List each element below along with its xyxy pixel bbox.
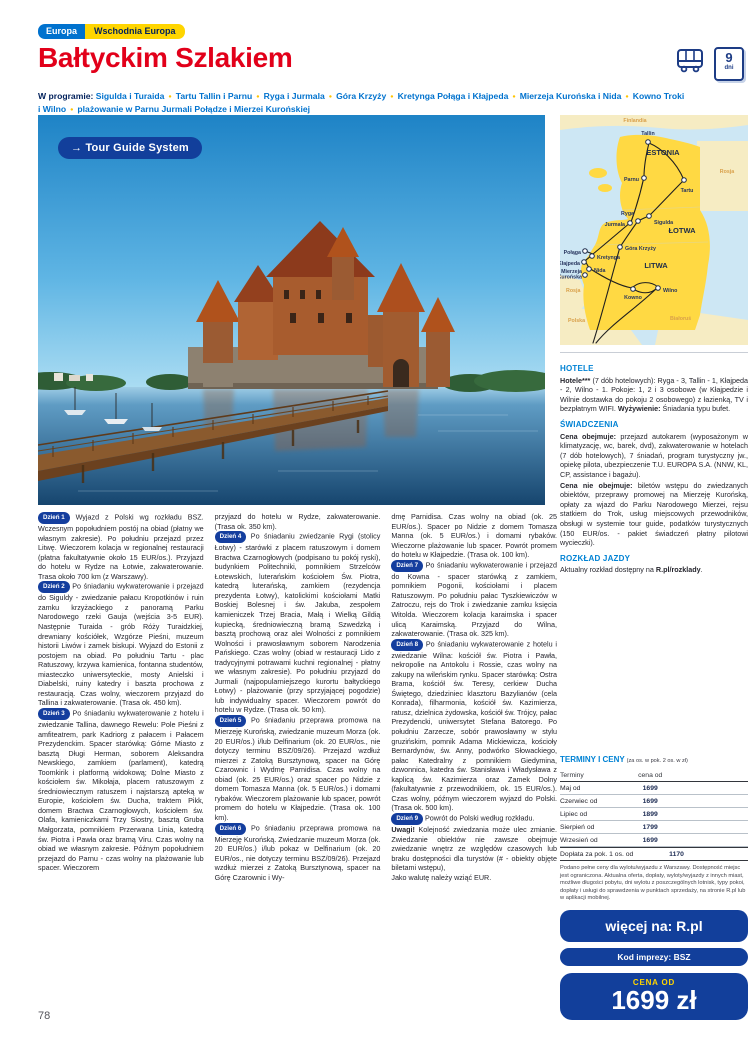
pricing-value: 1699: [642, 836, 658, 844]
trip-code-badge[interactable]: Kod imprezy: BSZ: [560, 948, 748, 966]
map-neighbor-label: Rosja: [566, 288, 581, 294]
bullet-separator: ●: [70, 106, 74, 113]
itinerary-paragraph: Dzień 6 Po śniadaniu przeprawa promowa na Mierzeję Kurońską. Zwiedzanie muzeum Morza (ok. 20 EUR/os.) i/lub pokaz w Delfinarium (ok. 20 EUR/os., nie dotyczy terminu BSZ/09/26). Przejazd wzdłuż mierzei z Zatoką Bursztynową, spacer na Górę Czarownic i Wy-: [214, 823, 381, 882]
itinerary-columns: [38, 512, 557, 882]
map-city-label: Jurmala: [604, 222, 625, 228]
program-item: plażowanie w Parnu Jurmali Połądze i Mierzei Kurońskiej: [77, 104, 310, 114]
day-badge: Dzień 6: [215, 823, 247, 835]
bullet-separator: ●: [256, 93, 260, 100]
pricing-footnote: Podano pełne ceny dla wylotu/wyjazdu z Warszawy. Dostępność miejsc jest ograniczona. Aktualna oferta, dopłaty, wyloty/wyjazdy z innych miast, możliwe długości pobytu, dni wylotu z poszczególnych lotnisk, typy pokoi, dopłaty i usługi do sprawdzenia w punktach sprzedaży, na stronie R.pl lub w aplikacji mobilnej.: [560, 865, 746, 902]
map-city-marker: [587, 267, 592, 272]
itinerary-paragraph: dmę Parnidisa. Czas wolny na obiad (ok. 25 EUR/os.). Spacer po Nidzie z domem Tomasza Manna (ok. 5 EUR/os.) i domami rybaków. Wieczorne plażowanie lub spacer. Powrót promem do hotelu w Kłajpedzie. (Trasa ok. 100 km).: [391, 512, 558, 560]
map-neighbor-label: Polska: [568, 318, 586, 324]
itinerary-paragraph: Dzień 1 Wyjazd z Polski wg rozkładu BSZ. Wczesnym popołudniem postój na obiad (płatny we własnym zakresie). Po południu przejazd przez Litwę. Wieczorem kolacja w regionalnej restauracji (płatna fakultatywnie około 15 EUR/os.). Przyjazd do hotelu w Rydze na Łotwie, zakwaterowanie. Trasa około 700 km (z Warszawy).: [38, 512, 204, 581]
tour-guide-system-badge[interactable]: → Tour Guide System: [58, 137, 202, 159]
bus-icon: [674, 46, 706, 81]
map-neighbor-label: Finlandia: [623, 118, 647, 124]
pricing-row: [560, 834, 748, 847]
pricing-month: Czerwiec od: [560, 797, 598, 805]
price-excludes-text: Cena nie obejmuje: biletów wstępu do zwiedzanych obiektów, przeprawy promowej na Mierzeję Kurońską, opłaty za wjazd do Parku Narodowego Mierzei, rejsu statkiem do Trok, usług miejscowych przewodników, obsługi w systemie tour guide, podatków turystycznych (150 EUR/os. - pakiet świadczeń płatny pilotowi wycieczki).: [560, 480, 749, 548]
pricing-month: Lipiec od: [560, 810, 588, 818]
pricing-row: [560, 821, 748, 834]
pricing-header-row: [560, 769, 748, 782]
bullet-separator: ●: [625, 93, 629, 100]
pricing-value: 1899: [642, 810, 658, 818]
timetable-link[interactable]: R.pl/rozklady: [655, 565, 701, 575]
map-neighbor-label: Białoruś: [670, 316, 692, 322]
pricing-table: [560, 769, 748, 861]
pricing-rows: [560, 782, 748, 847]
itinerary-paragraph: Dzień 4 Po śniadaniu zwiedzanie Rygi (stolicy Łotwy) - starówki z placem ratuszowym i domem Bractwa Czarnogłowych (podpisano tu pokój ryski), budynkiem Politechniki, pomnikiem Strzelców Łotewskich, luterańskim kościołem Św. Piotra, katedrą luterańską, zamkiem (rezydencja prezydenta Łotwy), katolickimi kościołami Matki Boskiej Bolesnej i św. Jakuba, zespołem kamieniczek Trzej Bracia, Małą i Wielką Gildią kupiecką, średniowieczną bramą Szwedzką i basztą prochową oraz alei Wolności z pomnikiem Wolności i prawosławnym soborem Narodzenia Pańskiego. Czas wolny (obiad w restauracji Lido z tradycyjnymi potrawami kuchni regionalnej - płatny we własnym zakresie). Po południu przyjazd do Jurmali (najpopularniejszego kurortu bałtyckiego Łotwy) - plażowanie (przy sprzyjającej pogodzie) lub indywidualny spacer. Wieczorem powrót do hotelu w Rydze. (Trasa ok. 50 km).: [214, 531, 381, 715]
services-heading: ŚWIADCZENIA: [560, 419, 619, 429]
itinerary-paragraph: Dzień 9 Powrót do Polski według rozkładu.: [391, 813, 557, 825]
map-neighbor-label: Rosja: [719, 169, 735, 175]
itinerary-column-2: [215, 512, 381, 882]
itinerary-paragraph: Dzień 3 Po śniadaniu wykwaterowanie z hotelu i zwiedzanie Tallina, dawnego Rewelu: Pole Pieśni z amfiteatrem, park Kadriorg z pałacem i Pałacem Prezydenckim. Spacer starówką: Górne Miasto z basztą Długi Herman, soborem Aleksandra Newskiego, zamkiem (parlament), katedrą Toomkirik i platformą widokową; Dolne Miasto z kościołem św. Mikołaja, placem ratuszowym z średniowiecznym ratuszem i najstarszą apteką w Europie, kościołem św. Ducha, traktem Pikk, domem Bractwa Czarnogłowych, kościołem św. Olafa, kamieniczkami Trzy Siostry, basztą Gruba Małgorzata, pomnikiem Przerwana Linia, katedrą św. Piotra i Pawła oraz bramą Viru. Czas wolny na obiad we własnym zakresie. Późnym popołudniem przejazd do Parnu - czas wolny na plażowanie lub spacer. Wieczorem: [38, 708, 204, 873]
map-city-marker: [636, 219, 641, 224]
itinerary-paragraph: Dzień 5 Po śniadaniu przeprawa promowa na Mierzeję Kurońską, zwiedzanie muzeum Morza (ok. 20 EUR/os.) i/lub Delfinarium (ok. 20 EUR/os., nie dotyczy terminu BSZ/09/26). Przejazd wzdłuż mierzei z Zatoką Bursztynową, spacer na Górę Czarownic i Wydmę Parnidisa. Czas wolny na obiad (ok. 25 EUR/os.) oraz spacer po Nidzie z domem Tomasza Manna (ok. 5 EUR/os.) i domami rybaków. Wieczorem plażowanie lub spacer, powrót promem do hotelu w Kłajpedzie. (Trasa ok. 100 km).: [214, 715, 381, 822]
pricing-row: [560, 808, 748, 821]
more-on-rpl-button[interactable]: więcej na: R.pl: [560, 910, 748, 942]
map-city-label: Sigulda: [654, 220, 674, 226]
map-city-marker: [590, 254, 595, 259]
program-label: W programie:: [38, 91, 94, 101]
map-city-label: Tartu: [680, 188, 694, 194]
program-item: Mierzeja Kurońska i Nida: [519, 91, 622, 101]
program-item: Kowno Troki i Wilno: [38, 91, 685, 114]
map-city-label: Mierzeja Kurońska: [560, 269, 582, 281]
map-city-label: Ryga: [621, 211, 634, 217]
map-city-marker: [583, 249, 588, 254]
map-country-label: ESTONIA: [646, 148, 680, 157]
cta-block: [560, 910, 748, 1020]
map-city-label: Połąga: [563, 250, 581, 256]
pricing-row: [560, 795, 748, 808]
castle-photo-illustration: [38, 115, 545, 505]
map-city-label: Tallin: [641, 131, 655, 137]
map-city-marker: [642, 176, 647, 181]
map-city-label: Nida: [594, 268, 606, 274]
day-badge: Dzień 5: [215, 715, 247, 727]
pricing-value: 1699: [642, 797, 658, 805]
pricing-row: [560, 782, 748, 795]
program-item: Góra Krzyży: [336, 91, 387, 101]
timetable-text: Aktualny rozkład dostępny na R.pl/rozklady.: [560, 565, 703, 575]
route-map: [560, 115, 748, 345]
bullet-separator: ●: [168, 93, 172, 100]
itinerary-paragraph: Dzień 2 Po śniadaniu wykwaterowanie i przejazd do Siguldy - zwiedzanie pałacu Kropotkinów i ruin zamku krzyżackiego z panoramą Parku Narodowego rzeki Gauja (wejścia 3-5 EUR). Następnie Turaida - grób Róży Turaidzkiej, drewniany kościółek, Wzgórze Pieśni, muzeum historii Liwów i zamek biskupi. Wyjazd do Estonii z postojem na obiad. Po południu Tartu - plac Ratuszowy, krzywa kamienica, fontanna studentów, miasteczko uniwersyteckie, mosty Anielski i Diabelski, ruiny katedry i baszta prochowa z restauracją. Czas wolny, wieczorem przyjazd do Tallina i zakwaterowanie. (Trasa ok. 450 km).: [38, 581, 204, 708]
timetable-heading: ROZKŁAD JAZDY: [560, 553, 631, 563]
pricing-month: Maj od: [560, 784, 581, 792]
program-item: Sigulda i Turaida: [95, 91, 165, 101]
pricing-heading: TERMINY I CENY: [560, 755, 625, 764]
price-from-badge[interactable]: [560, 973, 748, 1020]
itinerary-paragraph: Dzień 7 Po śniadaniu wykwaterowanie i przejazd do Kowna - spacer starówką z zamkiem, pomnikiem Pogonii, kościołami i placem Ratuszowym. Po południu pałac Tyszkiewiczów w Zatroczu, rejs do Trok i zwiedzanie zamku księcia Witolda. Wieczorem kolacja karaimska i spacer ulicą Karaimską. Przyjazd do Wilna, zakwaterowanie. (Trasa ok. 325 km).: [391, 560, 558, 639]
itinerary-paragraph: Jako walutę należy wziąć EUR.: [391, 872, 492, 882]
program-item: Tartu Tallin i Parnu: [175, 91, 253, 101]
program-item: Ryga i Jurmala: [263, 91, 325, 101]
page-title: Bałtyckim Szlakiem: [38, 42, 293, 73]
price-from-value: 1699 zł: [611, 985, 697, 1015]
map-illustration: [560, 115, 748, 345]
day-badge: Dzień 3: [38, 708, 70, 720]
pricing-value: 1799: [642, 823, 658, 831]
duration-unit: dni: [724, 64, 734, 71]
dates-and-prices: [560, 755, 748, 903]
trip-meta-icons: [674, 46, 744, 81]
itinerary-paragraph: Dzień 8 Po śniadaniu wykwaterowanie z hotelu i zwiedzanie Wilna: kościół św. Piotra i Pawła, nekropolie na Antokolu i Rossie, czas wolny na zakupy na wileńskim rynku. Spacer starówką: Ostra Brama, kościół św. Teresy, cerkiew Ducha Świętego, dziedziniec klasztoru Bazylianów (cela Konrada), filharmonia, kościół św. Kazimierza, ratusz, dzielnica żydowska, kościół św. Trójcy, pałac Prezydencki, uniwersytet Stefana Batorego. Po południu Zarzecze, sobór prawosławny w stylu gruzińskim, pomnik Adama Mickiewicza, kościoły Bernardynów, św. Anny, podwórko Słowackiego, pałac Katedralny z pomnikiem Giedymina, dzwonnica, katedra św. Stanisława i Władysława z kaplicą św. Kazimierza oraz Zamek Dolny (fakultatywnie z przewodnikiem, ok. 15 EUR/os.). Czas wolny, późnym wieczorem wyjazd do Polski. (Trasa ok. 500 km).: [391, 639, 558, 813]
price-from-label: CENA OD: [632, 978, 676, 987]
map-city-marker: [631, 287, 636, 292]
hotels-text: Hotele*** (7 dób hotelowych): Ryga - 3, Tallin - 1, Kłajpeda - 2, Wilno - 1. Pokoje: 1, 2 i 3 osobowe (w Kłajpedzie i Wilnie dostawka do pokoju 2 osobowego) z łazienką, TV i bezpłatnym WIFI. Wyżywienie: Śniadania typu bufet.: [560, 375, 748, 414]
hero-photo-trakai-castle: [38, 115, 545, 505]
day-badge: Dzień 4: [215, 531, 247, 543]
map-city-marker: [628, 221, 633, 226]
day-badge: Dzień 1: [38, 512, 70, 524]
program-items: [38, 91, 684, 114]
bullet-separator: ●: [328, 93, 333, 100]
map-city-marker: [618, 245, 623, 250]
bullet-separator: ●: [390, 93, 394, 100]
tag-subregion: Wschodnia Europa: [85, 24, 185, 39]
map-city-marker: [656, 286, 661, 291]
map-city-marker: [682, 178, 687, 183]
itinerary-paragraph: Uwagi! Kolejność zwiedzania może ulec zmianie. Zwiedzanie obiektów nie zawsze obejmuje zwiedzanie wnętrz ze względów czasowych lub braku dostępności dla turystów (# - obiekty objęte biletami wstępu),: [391, 825, 558, 873]
tag-region: Europa: [38, 24, 85, 39]
map-city-marker: [646, 140, 651, 145]
duration-value: 9: [725, 49, 733, 65]
day-badge: Dzień 2: [38, 581, 70, 593]
map-city-label: Góra Krzyży: [625, 246, 656, 252]
map-city-marker: [582, 260, 587, 265]
pricing-heading-note: (za os. w pok. 2 os. w zł): [626, 758, 688, 764]
pricing-month: Wrzesień od: [560, 836, 598, 844]
map-city-label: Kowno: [624, 295, 642, 301]
offer-details-sidebar: [560, 352, 748, 576]
map-city-marker: [583, 273, 588, 278]
pricing-col-cena: cena od: [638, 771, 663, 779]
hotels-heading: HOTELE: [560, 364, 594, 373]
program-line: [38, 90, 686, 116]
pricing-month: Sierpień od: [560, 823, 595, 831]
single-room-surcharge-row: [560, 847, 748, 861]
map-city-marker: [647, 214, 652, 219]
itinerary-column-3: [391, 512, 557, 882]
map-country-label: ŁOTWA: [668, 226, 696, 235]
price-includes-text: Cena obejmuje: przejazd autokarem (wyposażonym w klimatyzację, wc, barek, dvd), zakwaterowanie w hotelach (7 dób hotelowych), 7 śniadań, program turystyczny jw., opiekę pilota, ubezpieczenie T.U. EUROPA S.A. (NNW, KL, CP, assistance i bagażu).: [560, 431, 748, 479]
bullet-separator: ●: [512, 93, 516, 100]
surcharge-label: Dopłata za pok. 1 os. od: [560, 850, 634, 858]
program-item: Kretynga Połąga i Kłajpeda: [397, 91, 509, 101]
pricing-value: 1699: [642, 784, 658, 792]
itinerary-paragraph: przyjazd do hotelu w Rydze, zakwaterowanie. (Trasa ok. 350 km).: [214, 512, 381, 531]
map-city-label: Kłajpeda: [560, 261, 580, 267]
duration-icon: [714, 47, 744, 81]
surcharge-value: 1170: [669, 850, 684, 858]
map-city-label: Kretynga: [597, 255, 620, 261]
map-country-label: LITWA: [644, 261, 668, 270]
pricing-col-terminy: Terminy: [560, 771, 584, 779]
page-number: 78: [38, 1010, 51, 1022]
day-badge: Dzień 9: [391, 813, 423, 825]
breadcrumb-tags: [38, 24, 185, 39]
map-city-label: Wilno: [663, 288, 678, 294]
itinerary-column-1: [38, 512, 204, 882]
day-badge: Dzień 8: [391, 639, 423, 651]
map-city-label: Parnu: [623, 177, 639, 183]
day-badge: Dzień 7: [391, 560, 423, 572]
